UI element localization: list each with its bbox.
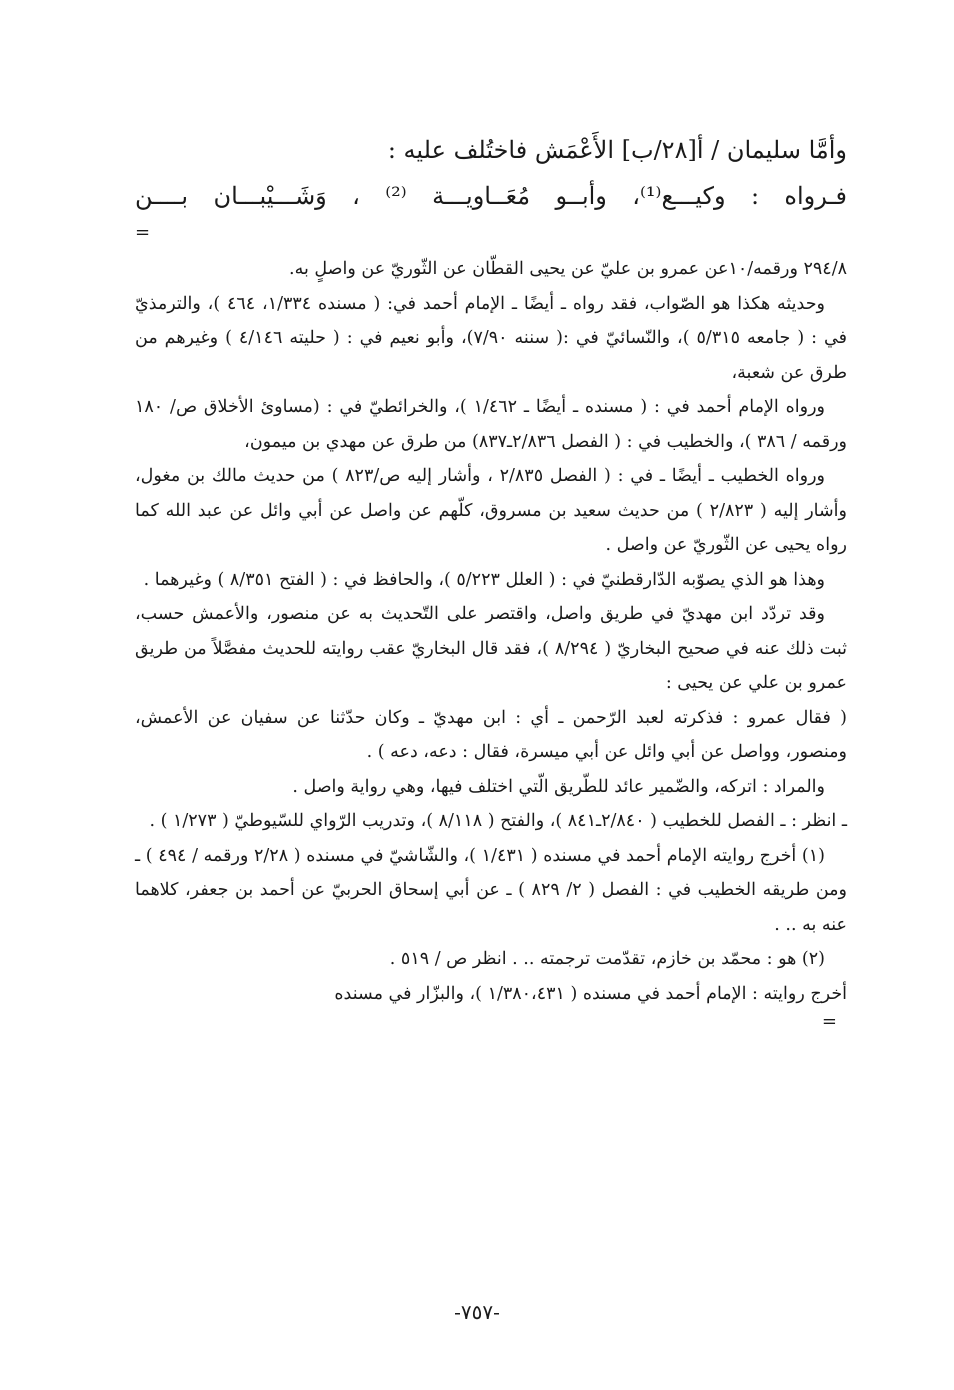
footnote-paragraph: ورواه الإمام أحمد في : ( مسنده ـ أيضًا ـ ١/٤٦٢ )، والخرائطيّ في : (مساوئ الأخلاق ص/ ١٨٠ ورقمه / ٣٨٦ )، والخطيب في : ( الفصل ٢/٨٣٦ـ٨٣٧) من طرق عن مهدي بن ميمون، — [135, 397, 847, 452]
footnote-paragraph: وقد تردّد ابن مهديّ في طريق واصل، واقتصر على التّحديث به عن منصور، والأعمش حسب، ثبت ذلك عنه في صحيح البخاريّ ( ٨/٢٩٤ )، فقد قال البخاريّ عقب روايته للحديث مفصَّلاً من طريق عمرو بن علي عن يحيى : — [135, 604, 847, 693]
footnote-paragraph: ورواه الخطيب ـ أيضًا ـ في : ( الفصل ٢/٨٣٥ ، وأشار إليه ص/٨٢٣ ) من حديث مالك بن مغول، وأشار إليه ( ٢/٨٢٣ ) من حديث سعيد بن مسروق، كلّهم عن واصل عن أبي وائل عن عبد الله كما رواه يحيى عن الثّوريّ عن واصل . — [135, 466, 847, 555]
footnote-paragraph: والمراد : اتركه، والضّمير عائد للطّريق الّتي اختلف فيها، وهي رواية واصل . — [292, 776, 825, 797]
footnote-paragraph: ( فقال عمرو : فذكرته لعبد الرّحمن ـ أي : ابن مهديّ ـ وكان حدّثنا عن سفيان عن الأعمش، ومنصور، وواصل عن أبي وائل عن أبي ميسرة، فقال : دعه، دعه ) . — [135, 707, 847, 762]
footnote-paragraph: وهذا هو الذي يصوّبه الدّارقطنيّ في : ( العلل ٥/٢٢٣ )، والحافظ في : ( الفتح ٨/٣٥١ ) وغيرهما . — [143, 569, 825, 590]
footnote-2: (٢) هو : محمّد بن خازم، تقدّمت ترجمته .. . انظر ص / ٥١٩ . — [389, 949, 825, 969]
page-number: -٧٥٧- — [454, 1300, 500, 1324]
footnotes — [135, 252, 847, 1033]
footnote-1: (١) أخرج روايته الإمام أحمد في مسنده ( ١/٤٣١ )، والشّاشيّ في مسنده ( ٢/٢٨ ورقمه / ٤٩٤ ) ـ ومن طريقه الخطيب في : الفصل ( ٢/ ٨٢٩ ) ـ عن أبي إسحاق الحربيّ عن أحمد بن جعفر، كلاهما عنه به .. . — [135, 845, 847, 935]
main-text-line-1: وأمَّا سليمان / أ[٢٨/ب] الأَعْمَش فاختُلف عليه : — [387, 136, 847, 164]
footnote-paragraph: ـ انظر : ـ الفصل للخطيب ( ٢/٨٤٠ـ٨٤١ )، والفتح ( ٨/١١٨ )، وتدريب الرّواي للسّيوطيّ ( ١/٢٧٣ ) . — [149, 811, 847, 831]
footnote-continuation-mark: = — [821, 1011, 837, 1032]
footnote-paragraph: أخرج روايته : الإمام أحمد في مسنده ( ١/٣٨٠،٤٣١ )، والبزّار في مسنده — [334, 983, 847, 1004]
footnote-paragraph: ٢٩٤/٨ ورقمه/١٠عن عمرو بن عليّ عن يحيى القطّان عن الثّوريّ عن واصلٍ به. — [289, 259, 847, 279]
footnote-paragraph: وحديثه هكذا هو الصّواب، فقد رواه ـ أيضًا ـ الإمام أحمد في: ( مسنده ١/٣٣٤، ٤٦٤ )، والترمذيّ في : ( جامعه ٥/٣١٥ )، والنّسائيّ في :( سننه ٧/٩٠)، وأبو نعيم في : ( حليته ٤/١٤٦ ) وغيرهم من طرق عن شعبة، — [135, 293, 847, 383]
main-text-line-2: فـرواه : وكيـــع⁽¹⁾، وأبــو مُعَــاويـــة ⁽²⁾ ، وَشَـــيْبـــان بــــن — [135, 182, 847, 210]
page-body — [135, 130, 847, 1033]
continuation-mark: = — [135, 222, 151, 243]
